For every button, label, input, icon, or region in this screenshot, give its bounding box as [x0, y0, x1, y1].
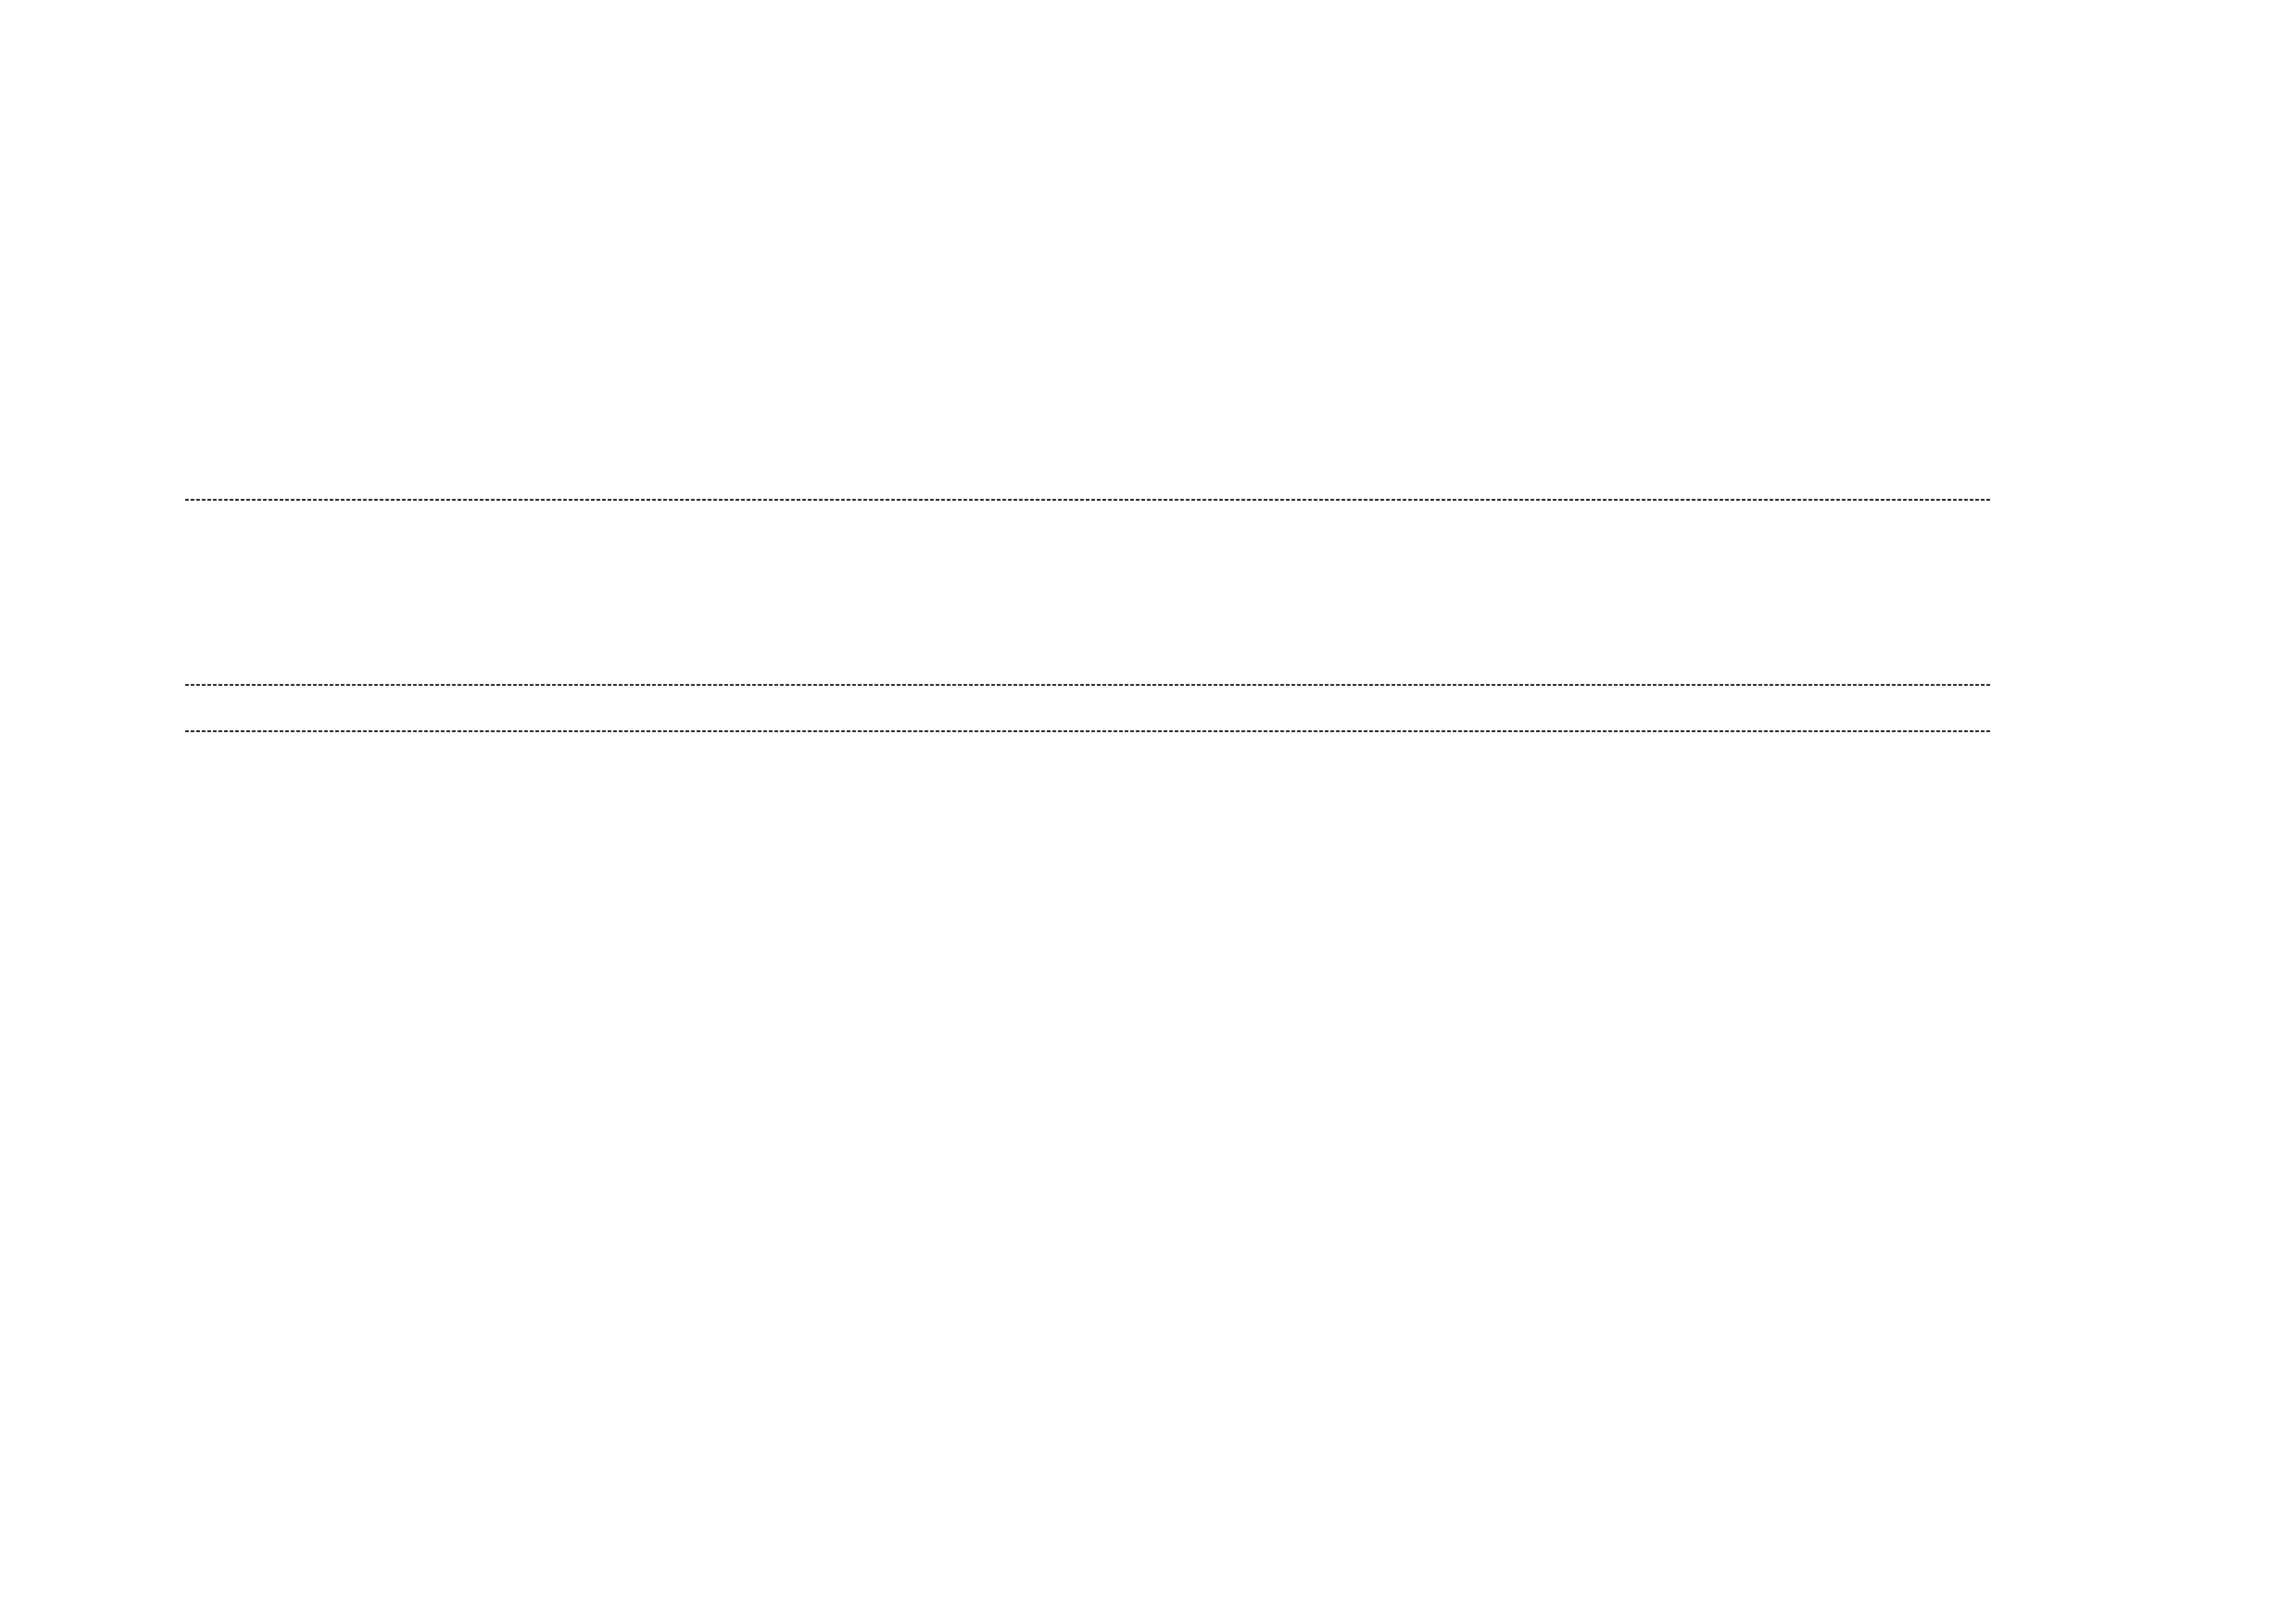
- table-rule-header-bottom: [185, 684, 1990, 686]
- table-rule-top: [185, 499, 1990, 501]
- table-rule-numbers-bottom: [185, 730, 1990, 732]
